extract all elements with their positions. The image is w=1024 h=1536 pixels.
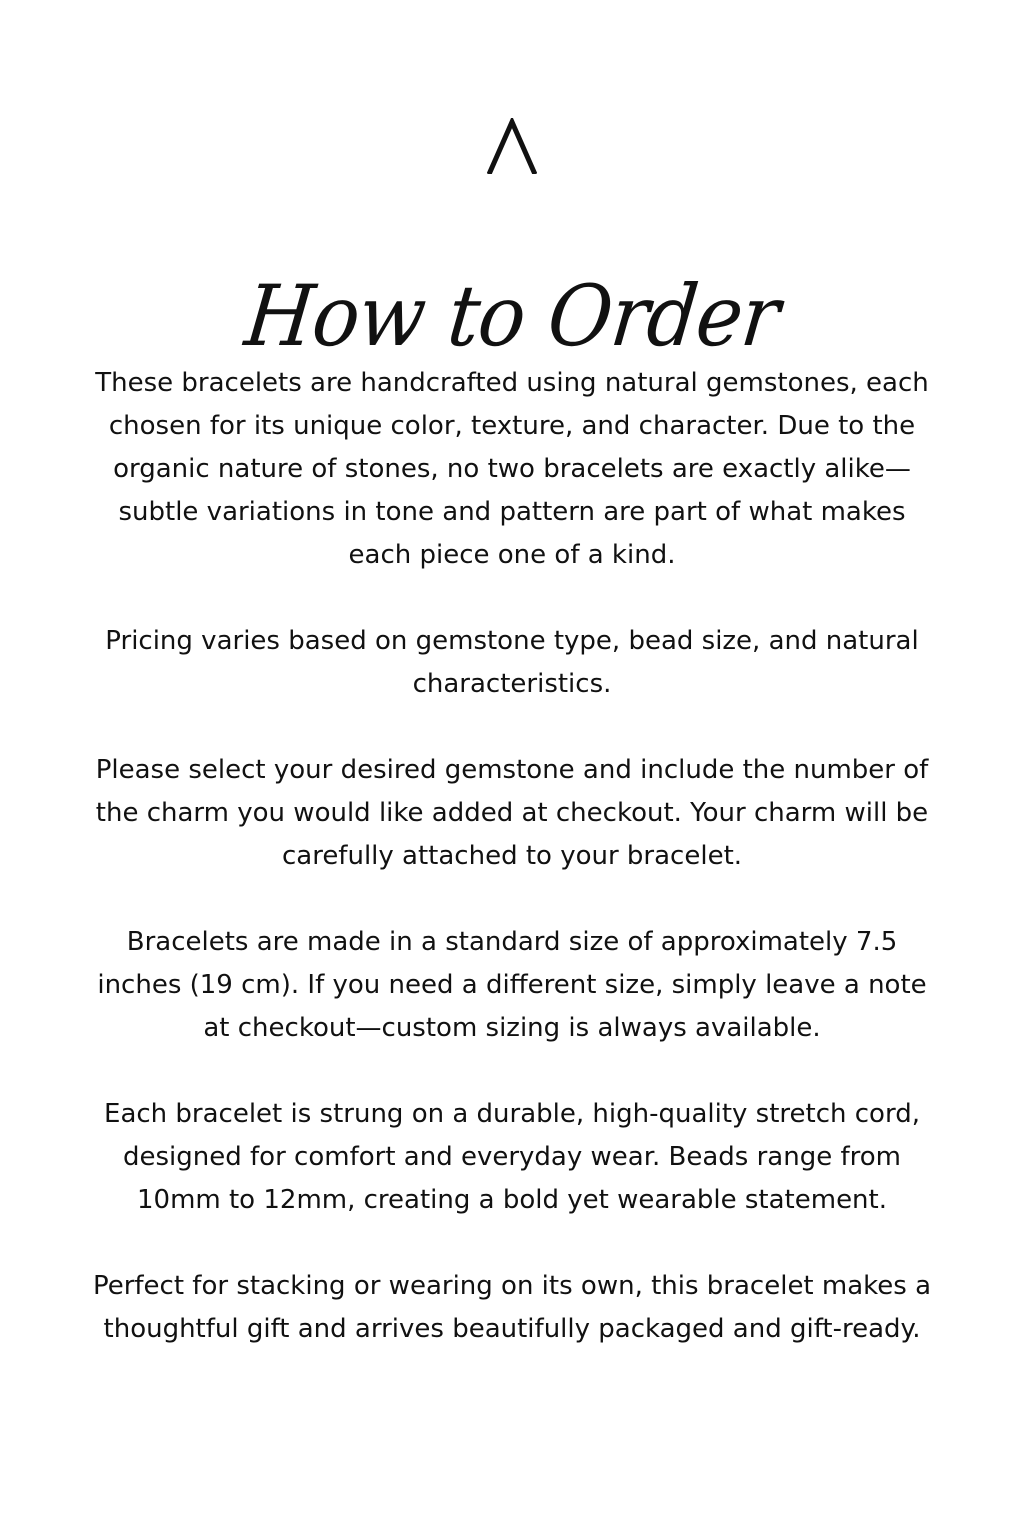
- paragraph-sizing: Bracelets are made in a standard size of approximately 7.5 inches (19 cm). If you need a different size, simply leave a note at checkout—custom sizing is always available.: [97, 927, 927, 1043]
- paragraph-selection: Please select your desired gemstone and include the number of the charm you would like added at checkout. Your charm will be carefully attached to your bracelet.: [95, 755, 929, 871]
- caret-logo-icon: [487, 118, 537, 174]
- page-title: How to Order: [240, 268, 784, 366]
- paragraph-pricing: Pricing varies based on gemstone type, bead size, and natural characteristics.: [105, 626, 919, 699]
- order-instructions: [92, 362, 932, 1351]
- paragraph-materials: Each bracelet is strung on a durable, high-quality stretch cord, designed for comfort and everyday wear. Beads range from 10mm to 12mm, creating a bold yet wearable statement.: [104, 1099, 920, 1215]
- paragraph-gift: Perfect for stacking or wearing on its own, this bracelet makes a thoughtful gift and arrives beautifully packaged and gift-ready.: [92, 1271, 932, 1344]
- paragraph-handcrafted: These bracelets are handcrafted using natural gemstones, each chosen for its unique color, texture, and character. Due to the organic nature of stones, no two bracelets are exactly alike—subtle variations in tone and pattern are part of what makes each piece one of a kind.: [95, 368, 929, 570]
